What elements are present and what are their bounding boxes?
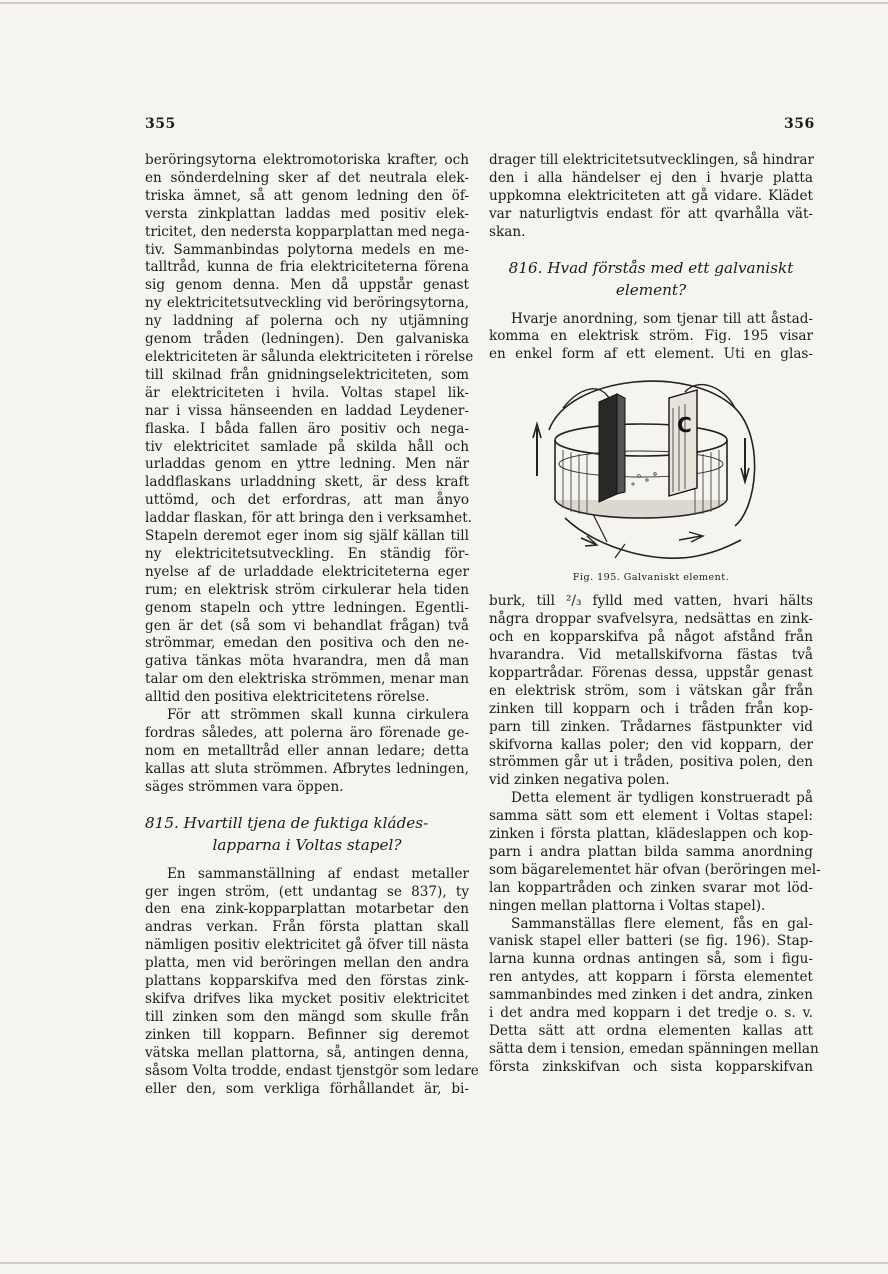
text-line: versta zinkplattan laddas med positiv elek- [145, 205, 469, 222]
text-line: zinken till kopparn. Befinner sig deremot [145, 1026, 469, 1043]
text-line: nämligen positiv elektricitet gå öfver till nästa [145, 937, 469, 954]
paragraph-start-line: För att strömmen skall kunna cirkulera [167, 707, 469, 724]
text-line: Detta sätt att ordna elementen kallas att [489, 1023, 813, 1039]
text-line: gen är det (så som vi behandlat frågan) två [145, 617, 469, 634]
text-line: andras verkan. Från första plattan skall [145, 919, 469, 936]
page-number-left: 355 [145, 116, 176, 132]
text-line: ny elektricitetsutveckling vid beröringsytorna, [145, 295, 469, 312]
text-line: koppartrådar. Förenas dessa, uppstår genast [489, 664, 813, 681]
text-line: fordras således, att polerna äro förenade ge- [145, 725, 469, 741]
paragraph-start-line: Hvarje anordning, som tjenar till att åstad- [511, 310, 813, 327]
text-line: en elektrisk ström, som i vätskan går från [489, 682, 813, 699]
text-line: skifvorna kallas poler; den vid kopparn, der [489, 736, 813, 753]
text-line: kallas att sluta strömmen. Afbrytes ledningen, [145, 760, 469, 777]
text-line: urladdas genom en yttre ledning. Men när [145, 456, 469, 473]
text-line: elektriciteten är sålunda elektriciteten i rörelse [145, 348, 474, 365]
text-line: eller den, som verkliga förhållandet är, bi- [145, 1080, 469, 1097]
text-line: ger ingen ström, (ett undantag se 837), ty [145, 883, 469, 900]
paragraph-start-line: Detta element är tydligen konstrueradt på [511, 790, 813, 807]
text-line: strömmen går ut i tråden, positiva polen, den [489, 754, 813, 771]
text-line: såsom Volta trodde, endast tjenstgör som ledare [145, 1062, 479, 1079]
text-line: laddar flaskan, för att bringa den i verksamhet. [145, 510, 472, 527]
text-line: drager till elektricitetsutvecklingen, så hindrar [489, 152, 815, 168]
text-line: till skilnad från gnidningselektriciteten, som [145, 366, 469, 383]
section-heading: 816. Hvad förstås med ett galvaniskt [508, 258, 794, 277]
text-line: plattans kopparskifva med den förstas zink- [145, 973, 469, 990]
text-line: var naturligtvis endast för att qvarhålla vät- [489, 205, 813, 222]
text-line: en enkel form af ett element. Uti en glas- [489, 346, 813, 363]
paragraph-end-line: ningen mellan plattorna i Voltas stapel). [489, 897, 766, 914]
text-line: talltråd, kunna de fria elektriciteterna förena [145, 259, 469, 276]
text-line: burk, till ²/₃ fylld med vatten, hvari hälts [489, 593, 813, 610]
text-line: samma sätt som ett element i Voltas stapel: [489, 808, 813, 825]
scan-edge-top [0, 2, 888, 4]
text-line: nom en metalltråd eller annan ledare; detta [145, 742, 469, 759]
text-line: hvarandra. Vid metallskifvorna fästas två [489, 646, 813, 663]
text-line: ny laddning af polerna och ny utjämning [145, 313, 469, 330]
text-line: komma en elektrisk ström. Fig. 195 visar [489, 328, 813, 345]
paragraph-end-line: vid zinken negativa polen. [489, 772, 670, 789]
section-spacer [145, 856, 469, 866]
text-line: larna kunna ordnas antingen så, som i figu- [489, 951, 813, 968]
text-line: genom tråden (ledningen). Den galvaniska [145, 331, 469, 348]
text-line: är elektriciteten i hvila. Voltas stapel lik- [145, 384, 469, 401]
text-line: strömmar, emedan den positiva och den ne- [145, 635, 469, 652]
text-line: som bägarelementet här ofvan (beröringen mel- [489, 861, 821, 878]
text-line: genom stapeln och yttre ledningen. Egentli- [145, 599, 469, 616]
scan-edge-bottom [0, 1262, 888, 1264]
text-line: vätska mellan plattorna, så, antingen denna, [145, 1044, 469, 1061]
text-line: den i alla händelser ej den i hvarje platta [489, 169, 813, 186]
text-line: laddflaskans urladdning skett, är dess kraft [145, 474, 469, 491]
text-line: några droppar svafvelsyra, nedsättas en zink- [489, 611, 813, 628]
section-spacer [145, 797, 469, 812]
text-line: vanisk stapel eller batteri (se fig. 196). Stap- [489, 933, 813, 950]
text-line: första zinkskifvan och sista kopparskifvan [489, 1058, 813, 1075]
paragraph-start-line: Sammanställas flere element, fås en gal- [511, 915, 813, 932]
text-line: tiv elektricitet samlade på skilda håll och [145, 438, 469, 455]
section-heading: element? [615, 280, 687, 299]
text-line: flaska. I båda fallen äro positiv och nega- [145, 420, 469, 437]
text-line: uppkomna elektriciteten att gå vidare. Klädet [489, 187, 813, 204]
text-line: uttömd, och det erfordras, att man ånyo [145, 492, 469, 509]
text-line: Stapeln deremot eger inom sig själf källan till [145, 528, 469, 545]
text-line: och en kopparskifva på något afstånd från [489, 629, 813, 646]
paragraph-end-line: säges strömmen vara öppen. [145, 778, 344, 795]
text-line: nar i vissa hänseenden en laddad Leydener- [145, 402, 469, 419]
right-column-top-text [489, 152, 813, 364]
left-column [145, 152, 479, 1098]
right-column-bottom-text [489, 593, 821, 1076]
text-line: gativa tänkas möta hvarandra, men då man [145, 653, 469, 670]
text-line: parn i andra plattan bilda samma anordning [489, 843, 813, 860]
section-heading: 815. Hvartill tjena de fuktiga kládes- [145, 813, 429, 832]
paragraph-end-line: skan. [489, 223, 526, 240]
text-line: sätta dem i tension, emedan spänningen mellan [489, 1040, 819, 1057]
figure-195 [489, 368, 813, 593]
section-spacer [489, 301, 813, 311]
figure-caption: Fig. 195. Galvaniskt element. [572, 572, 730, 584]
section-heading: lapparna i Voltas stapel? [212, 835, 402, 854]
text-line: zinken till kopparn och i tråden från kop- [489, 700, 813, 717]
copper-plate-label: C [677, 413, 692, 438]
text-line: platta, men vid beröringen mellan den andra [145, 955, 469, 972]
paragraph-start-line: En sammanställning af endast metaller [167, 865, 469, 882]
text-line: rum; en elektrisk ström cirkulerar hela tiden [145, 581, 469, 598]
paragraph-end-line: alltid den positiva elektricitetens rörelse. [145, 689, 430, 706]
text-line: i det andra med kopparn i det tredje o. s. v. [489, 1005, 813, 1022]
text-line: triska ämnet, så att genom ledning den öf- [145, 187, 469, 204]
text-line: skifva drifves lika mycket positiv elektricitet [145, 990, 469, 1007]
text-line: zinken i första plattan, klädeslappen och kop- [489, 826, 813, 843]
right-column [489, 152, 821, 1077]
text-line: parn till zinken. Trådarnes fästpunkter vid [489, 718, 813, 735]
text-line: tricitet, den nedersta kopparplattan med nega- [145, 223, 470, 240]
section-spacer [489, 242, 813, 257]
galvanic-element-illustration [529, 368, 773, 568]
text-line: ny elektricitetsutveckling. En ständig för- [145, 545, 469, 562]
text-line: ren antydes, att kopparn i första elementet [489, 969, 813, 986]
page-number-right: 356 [784, 116, 815, 132]
text-line: nyelse af de urladdade elektriciteterna eger [145, 563, 469, 580]
text-line: den ena zink-kopparplattan motarbetar den [145, 901, 469, 918]
text-line: sammanbindes med zinken i det andra, zinken [489, 987, 813, 1004]
text-line: beröringsytorna elektromotoriska krafter, och [145, 152, 469, 168]
text-line: talar om den elektriska strömmen, menar man [145, 671, 469, 688]
text-line: tiv. Sammanbindas polytorna medels en me- [145, 241, 469, 258]
text-line: sig genom denna. Men då uppstår genast [145, 277, 469, 294]
text-line: till zinken som den mängd som skulle från [145, 1008, 469, 1025]
text-line: en sönderdelning sker af det neutrala elek- [145, 169, 469, 186]
text-line: lan koppartråden och zinken svarar mot löd- [489, 879, 813, 896]
